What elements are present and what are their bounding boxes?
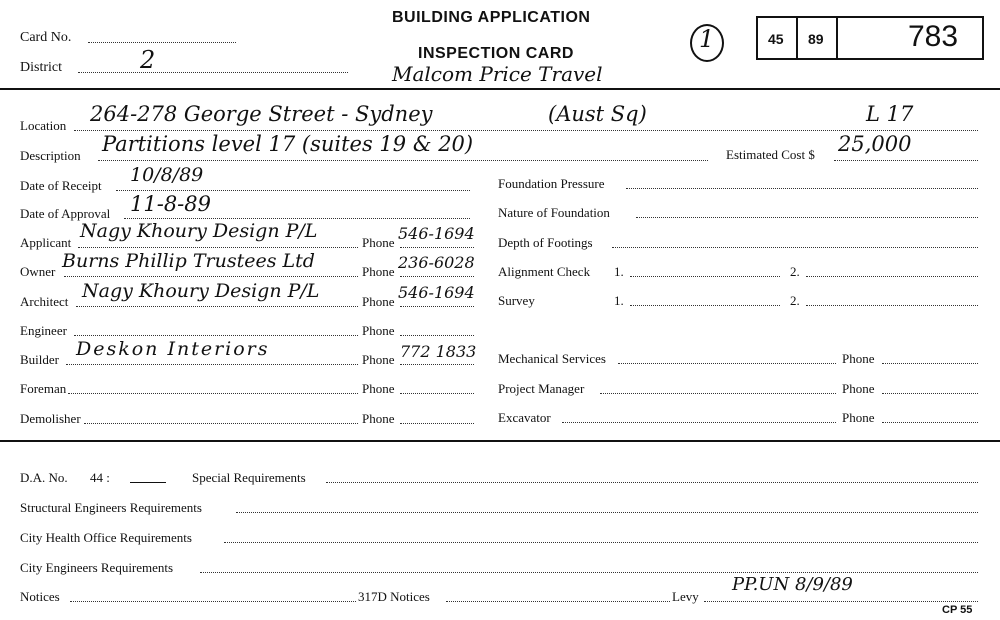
da-no-label: D.A. No.	[20, 470, 68, 485]
builder-phone-label: Phone	[362, 352, 395, 367]
estimated-cost-value: 25,000	[838, 132, 912, 156]
circled-number: 1	[699, 25, 715, 53]
demolisher-line	[84, 423, 358, 424]
owner-phone: 236-6028	[398, 253, 475, 272]
architect-line	[76, 306, 358, 307]
architect-phone-label: Phone	[362, 294, 395, 309]
architect-value: Nagy Khoury Design P/L	[82, 280, 320, 302]
divider-top	[0, 88, 1000, 90]
depth-footings-line	[612, 247, 978, 248]
box-code-1: 45	[768, 31, 784, 47]
foreman-phone-label: Phone	[362, 381, 395, 396]
project-manager-phone-label: Phone	[842, 381, 875, 396]
alignment-line-2	[806, 276, 978, 277]
alignment-line-1	[630, 276, 780, 277]
mechanical-phone-label: Phone	[842, 351, 875, 366]
survey-label: Survey	[498, 293, 535, 308]
special-req-line	[326, 482, 978, 483]
demolisher-phone-line	[400, 423, 474, 424]
engineer-label: Engineer	[20, 323, 67, 338]
location-line	[74, 130, 978, 131]
title-line2: INSPECTION CARD	[418, 45, 574, 62]
owner-line	[64, 276, 358, 277]
foreman-phone-line	[400, 393, 474, 394]
district-value: 2	[140, 46, 156, 74]
notices-317d-line	[446, 601, 670, 602]
date-approval-value: 11-8-89	[130, 192, 211, 216]
levy-line	[704, 601, 978, 602]
applicant-phone: 546-1694	[398, 224, 475, 243]
alignment-num-1: 1.	[614, 264, 624, 279]
city-engineers-label: City Engineers Requirements	[20, 560, 174, 575]
mechanical-phone-line	[882, 363, 978, 364]
builder-line	[66, 364, 358, 365]
box-divider-2	[836, 16, 838, 60]
description-value: Partitions level 17 (suites 19 & 20)	[102, 132, 474, 156]
location-note: (Aust Sq)	[548, 102, 647, 126]
mechanical-line	[618, 363, 836, 364]
district-line	[78, 72, 348, 73]
architect-label: Architect	[20, 294, 69, 309]
city-engineers-line	[200, 572, 978, 573]
engineer-phone-line	[400, 335, 474, 336]
box-divider-1	[796, 16, 798, 60]
applicant-phone-line	[400, 247, 474, 248]
card-number: 783	[908, 20, 959, 53]
applicant-label: Applicant	[20, 235, 72, 250]
levy-label: Levy	[672, 589, 699, 604]
excavator-line	[562, 422, 836, 423]
mechanical-label: Mechanical Services	[498, 351, 606, 366]
engineer-line	[74, 335, 358, 336]
demolisher-phone-label: Phone	[362, 411, 395, 426]
project-manager-phone-line	[882, 393, 978, 394]
builder-label: Builder	[20, 352, 59, 367]
survey-num-2: 2.	[790, 293, 800, 308]
divider-middle	[0, 440, 1000, 442]
levy-value: PP.UN 8/9/89	[732, 574, 853, 595]
nature-foundation-line	[636, 217, 978, 218]
applicant-line	[78, 247, 358, 248]
structural-line	[236, 512, 978, 513]
date-receipt-value: 10/8/89	[130, 164, 204, 186]
form-code: CP 55	[942, 604, 973, 616]
applicant-phone-label: Phone	[362, 235, 395, 250]
owner-value: Burns Phillip Trustees Ltd	[62, 250, 315, 272]
builder-phone: 772 1833	[400, 342, 477, 361]
project-manager-line	[600, 393, 836, 394]
city-health-line	[224, 542, 978, 543]
date-approval-line	[124, 218, 470, 219]
location-value: 264-278 George Street - Sydney	[90, 102, 433, 126]
foreman-line	[68, 393, 358, 394]
card-no-line	[88, 42, 236, 43]
owner-phone-line	[400, 276, 474, 277]
architect-phone: 546-1694	[398, 283, 475, 302]
card-no-label: Card No.	[20, 30, 72, 45]
date-receipt-line	[116, 190, 470, 191]
level-note: L 17	[866, 102, 914, 126]
survey-num-1: 1.	[614, 293, 624, 308]
survey-line-1	[630, 305, 780, 306]
notices-line	[70, 601, 356, 602]
notices-label: Notices	[20, 589, 60, 604]
owner-label: Owner	[20, 264, 56, 279]
alignment-num-2: 2.	[790, 264, 800, 279]
box-code-2: 89	[808, 31, 824, 47]
date-receipt-label: Date of Receipt	[20, 178, 102, 193]
foreman-label: Foreman	[20, 381, 67, 396]
city-health-label: City Health Office Requirements	[20, 530, 192, 545]
excavator-label: Excavator	[498, 410, 551, 425]
alignment-check-label: Alignment Check	[498, 264, 591, 279]
applicant-value: Nagy Khoury Design P/L	[80, 220, 318, 242]
da-no-value: 44 :	[90, 470, 110, 485]
builder-phone-line	[400, 364, 474, 365]
structural-label: Structural Engineers Requirements	[20, 500, 202, 515]
handwritten-name: Malcom Price Travel	[392, 62, 603, 86]
excavator-phone-label: Phone	[842, 410, 875, 425]
notices-317d-label: 317D Notices	[358, 589, 430, 604]
builder-value: Deskon Interiors	[76, 338, 270, 360]
description-label: Description	[20, 148, 81, 163]
foundation-pressure-line	[626, 188, 978, 189]
nature-foundation-label: Nature of Foundation	[498, 205, 610, 220]
district-label: District	[20, 60, 62, 75]
date-approval-label: Date of Approval	[20, 206, 111, 221]
architect-phone-line	[400, 306, 474, 307]
estimated-cost-label: Estimated Cost $	[726, 147, 815, 162]
da-no-blank	[130, 482, 166, 483]
foundation-pressure-label: Foundation Pressure	[498, 176, 605, 191]
survey-line-2	[806, 305, 978, 306]
engineer-phone-label: Phone	[362, 323, 395, 338]
depth-footings-label: Depth of Footings	[498, 235, 593, 250]
title-line1: BUILDING APPLICATION	[392, 9, 591, 26]
excavator-phone-line	[882, 422, 978, 423]
location-label: Location	[20, 118, 67, 133]
description-line	[98, 160, 708, 161]
special-req-label: Special Requirements	[192, 470, 306, 485]
owner-phone-label: Phone	[362, 264, 395, 279]
demolisher-label: Demolisher	[20, 411, 81, 426]
project-manager-label: Project Manager	[498, 381, 585, 396]
estimated-cost-line	[834, 160, 978, 161]
